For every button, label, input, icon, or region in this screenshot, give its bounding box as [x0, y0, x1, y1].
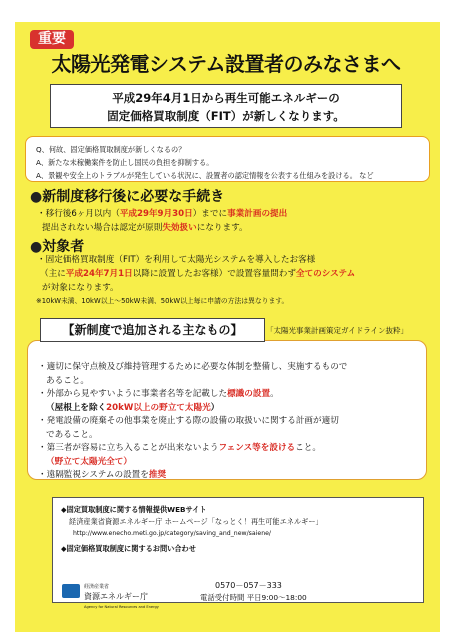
item-remote-monitoring: ・遠隔監視システムの設置を推奨: [38, 470, 167, 480]
target-line-2: （主に平成24年7月1日以降に設置したお客様）で設置容量問わず全てのシステム: [40, 269, 356, 279]
target-line-1: ・固定価格買取制度（FIT）を利用して太陽光システムを導入したお客様: [37, 255, 316, 265]
page-title: 太陽光発電システム設置者のみなさまへ: [51, 52, 401, 76]
new-system-title: 【新制度で追加される主なもの】: [40, 318, 265, 342]
guideline-caption: 「太陽光事業計画策定ガイドライン抜粋」: [266, 326, 409, 335]
contact-hours: 電話受付時間 平日9:00～18:00: [200, 593, 307, 602]
item-maintenance-1: ・適切に保守点検及び維持管理するために必要な体制を整備し、実施するもので: [38, 362, 348, 372]
contact-phone: 0570－057－333: [215, 581, 282, 590]
bullet-circle-icon: ●: [30, 239, 43, 255]
item-disposal-2: であること。: [46, 429, 98, 440]
qa-box: [25, 136, 430, 182]
info-website-heading: ◆固定買取制度に関する情報提供WEBサイト: [61, 505, 207, 514]
section-target-heading: ●対象者: [30, 239, 85, 255]
qa-answer-1: A、新たな未稼働案件を防止し国民の負担を抑制する。: [36, 158, 214, 167]
info-website-name: 経済産業省資源エネルギー庁 ホームページ「なっとく！再生可能エネルギー」: [69, 517, 323, 526]
subtitle-line-1: 平成29年4月1日から再生可能エネルギーの: [112, 91, 340, 105]
subtitle-line-2: 固定価格買取制度（FIT）が新しくなります。: [107, 109, 345, 123]
new-items-box: [27, 340, 427, 480]
section-procedure-heading: ●新制度移行後に必要な手続き: [30, 189, 225, 205]
procedure-line-2: 提出されない場合は認定が原則失効扱いになります。: [42, 223, 248, 233]
important-badge: 重要: [30, 30, 74, 49]
qa-answer-2: A、景観や安全上のトラブルが発生している状況に、設置者の認定情報を公表する仕組みを設ける。 など: [36, 171, 374, 180]
item-sign-condition: （屋根上を除く20kW以上の野立て太陽光）: [46, 402, 220, 413]
item-sign: ・外部から見やすいように事業者名等を記載した標識の設置。: [38, 389, 279, 399]
item-maintenance-2: あること。: [46, 375, 89, 386]
procedure-line-1: ・移行後6ヶ月以内（平成29年9月30日）までに事業計画の提出: [37, 209, 288, 219]
item-fence: ・第三者が容易に立ち入ることが出来ないようフェンス等を設けること。: [38, 443, 321, 453]
bullet-circle-icon: ●: [30, 189, 43, 205]
item-disposal-1: ・発電設備の廃棄その他事業を廃止する際の設備の取扱いに関する計画が適切: [38, 416, 339, 426]
info-website-url[interactable]: http://www.enecho.meti.go.jp/category/saving_and_new/saiene/: [73, 530, 272, 537]
target-line-3: が対象になります。: [42, 283, 119, 293]
info-contact-heading: ◆固定価格買取制度に関するお問い合わせ: [61, 544, 196, 553]
target-note: ※10kW未満、10kW以上～50kW未満、50kW以上毎に申請の方法は異なります。: [36, 297, 289, 305]
subtitle-box: [50, 84, 402, 128]
agency-name: 経済産業省 資源エネルギー庁 Agency for Natural Resources and Energy: [84, 584, 159, 609]
item-fence-condition: （野立て太陽光全て）: [46, 456, 132, 467]
qa-question: Q、何故、固定価格買取制度が新しくなるの？: [36, 145, 186, 154]
agency-logo-icon: [62, 584, 80, 598]
